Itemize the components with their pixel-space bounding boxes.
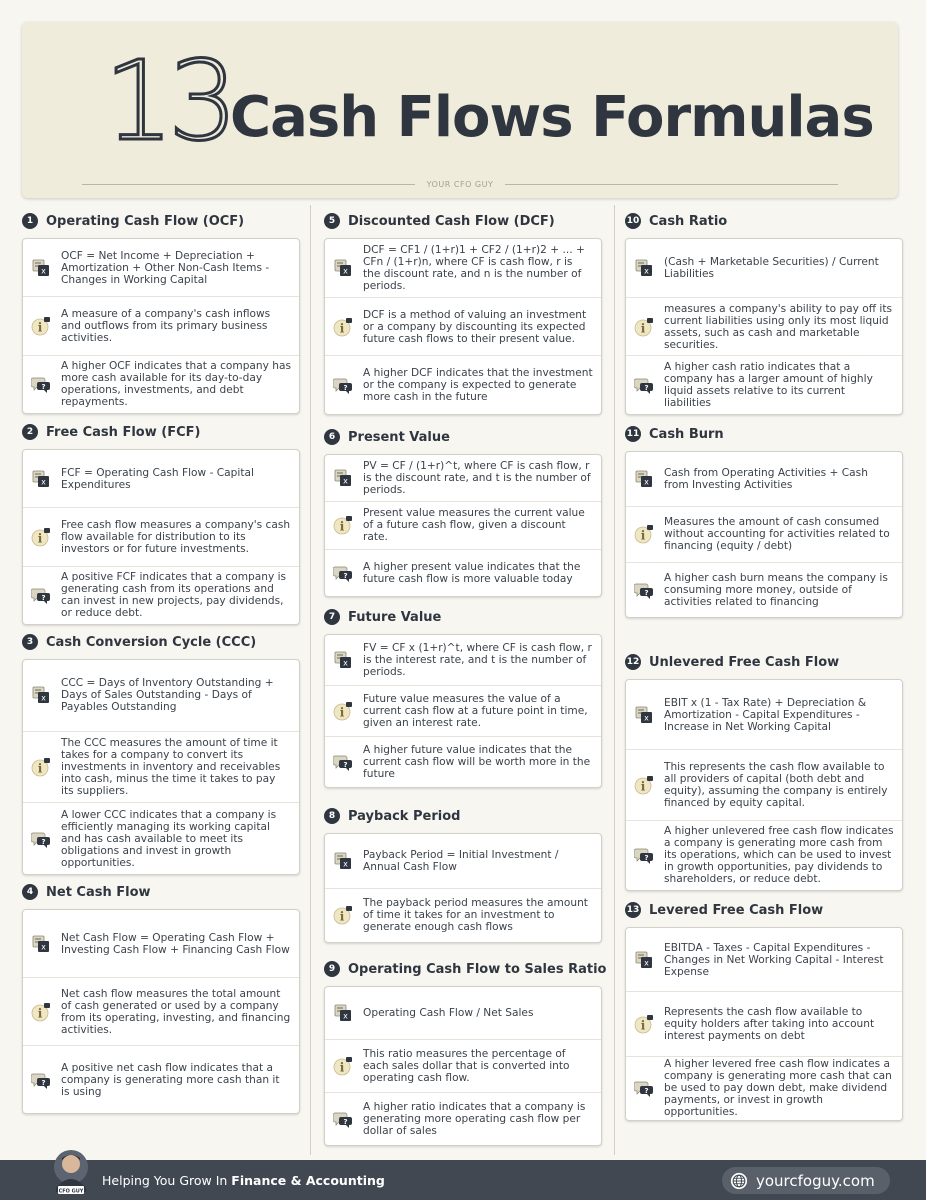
formula-text: Cash from Operating Activities + Cash from Investing Activities [664, 467, 868, 492]
svg-text:?: ? [644, 588, 649, 597]
insight-text: A lower CCC indicates that a company is efficiently managing its working capital and has cash available to meet its obligations and invest in growth opportunities. [61, 808, 277, 869]
definition-text: Free cash flow measures a company's cash flow available for distribution to its investors or for future investments. [61, 518, 291, 555]
chat-question-icon [634, 845, 654, 865]
section-title-1 [22, 213, 244, 229]
svg-text:?: ? [41, 594, 46, 603]
formula-icon [333, 468, 353, 488]
column-divider [614, 205, 615, 1155]
page-title: Cash Flows Formulas [230, 85, 874, 150]
definition-row [325, 685, 601, 736]
insight-text: A higher future value indicates that the current cash flow will be worth more in the future [363, 744, 591, 780]
header-number: 13 [104, 37, 232, 165]
definition-text: Present value measures the current value of a future cash flow, given a discount rate. [363, 507, 585, 544]
section-title-4 [22, 884, 151, 900]
website-pill[interactable] [722, 1167, 890, 1194]
section-heading: Levered Free Cash Flow [649, 902, 824, 918]
svg-text:i: i [339, 321, 345, 335]
chat-question-icon [333, 752, 353, 772]
insight-row [23, 355, 299, 413]
section-title-6 [324, 429, 450, 445]
section-heading: Discounted Cash Flow (DCF) [348, 213, 555, 229]
formula-card-3 [22, 659, 300, 875]
svg-text:x: x [644, 266, 649, 276]
footer-tagline-bold: Finance & Accounting [231, 1173, 385, 1188]
insight-text: A higher OCF indicates that a company has more cash available for its day-to-day operations, investments, and debt repayments. [61, 360, 292, 409]
insight-row [626, 562, 902, 617]
chat-question-icon [634, 1078, 654, 1098]
formula-text: OCF = Net Income + Depreciation + Amortization + Other Non-Cash Items - Changes in Working Capital [61, 249, 270, 286]
svg-text:?: ? [644, 854, 649, 863]
formula-row [23, 239, 299, 296]
section-number: 3 [22, 634, 38, 650]
info-icon [634, 775, 654, 795]
formula-icon [634, 705, 654, 725]
insight-text: A positive net cash flow indicates that a company is generating more cash than it is using [61, 1061, 280, 1098]
section-heading: Operating Cash Flow to Sales Ratio [348, 961, 607, 977]
section-number: 4 [22, 884, 38, 900]
section-number: 10 [625, 213, 641, 229]
formula-row [325, 239, 601, 297]
svg-text:?: ? [41, 383, 46, 392]
formula-card-10 [625, 238, 903, 415]
formula-text: (Cash + Marketable Securities) / Current Liabilities [664, 255, 879, 280]
definition-text: The CCC measures the amount of time it takes for a company to convert its investments in inventory and receivables into cash, minus the time it takes to pay its suppliers. [61, 737, 281, 797]
section-heading: Cash Conversion Cycle (CCC) [46, 634, 257, 650]
svg-text:i: i [640, 779, 646, 794]
definition-row [626, 297, 902, 356]
section-title-7 [324, 609, 441, 625]
svg-text:?: ? [644, 384, 649, 393]
formula-text: EBITDA - Taxes - Capital Expenditures - Changes in Net Working Capital - Interest Expense [664, 941, 884, 978]
insight-text: A higher DCF indicates that the investment or the company is expected to generate more cash in the future [363, 367, 593, 404]
svg-text:?: ? [644, 1087, 649, 1096]
svg-text:?: ? [343, 761, 348, 769]
avatar-label: CFO GUY [58, 1188, 84, 1195]
svg-text:x: x [343, 1011, 348, 1021]
formula-text: EBIT x (1 - Tax Rate) + Depreciation & Amortization - Capital Expenditures - Increase in Net Working Capital [664, 696, 867, 733]
info-icon [31, 1002, 51, 1022]
svg-text:i: i [339, 705, 345, 720]
section-heading: Cash Burn [649, 426, 724, 442]
insight-row [23, 802, 299, 874]
insight-text: A higher levered free cash flow indicates a company is generating more cash that can be used to pay down debt, make dividend payments, or invest in growth opportunities. [664, 1058, 892, 1119]
svg-text:i: i [339, 1060, 345, 1075]
svg-text:x: x [644, 477, 649, 487]
section-number: 1 [22, 213, 38, 229]
section-title-3 [22, 634, 256, 650]
chat-question-icon [333, 1109, 353, 1129]
section-title-5 [324, 213, 555, 229]
formula-icon [31, 469, 51, 489]
insight-row [325, 1092, 601, 1145]
formula-card-2 [22, 449, 300, 625]
section-number: 2 [22, 424, 38, 440]
insight-row [325, 355, 601, 414]
info-icon [333, 317, 353, 337]
insight-row [626, 820, 902, 890]
formula-card-6 [324, 454, 602, 597]
svg-text:?: ? [343, 384, 348, 393]
insight-row [626, 355, 902, 414]
section-number: 9 [324, 961, 340, 977]
insight-row [325, 736, 601, 787]
formula-card-12 [625, 679, 903, 891]
info-icon [333, 1056, 353, 1076]
section-title-2 [22, 424, 200, 440]
section-title-13 [625, 902, 823, 918]
formula-row [325, 987, 601, 1039]
header-banner [22, 22, 898, 198]
section-number: 8 [324, 808, 340, 824]
definition-text: Net cash flow measures the total amount of cash generated or used by a company from its operating, investing, and financing activities. [61, 987, 291, 1036]
divider-line [82, 184, 415, 185]
section-title-8 [324, 808, 460, 824]
section-heading: Unlevered Free Cash Flow [649, 654, 840, 670]
section-heading: Future Value [348, 609, 442, 625]
insight-text: A higher ratio indicates that a company is generating more operating cash flow per dollar of sales [363, 1101, 586, 1137]
chat-question-icon [333, 563, 353, 583]
formula-text: FV = CF x (1+r)^t, where CF is cash flow, r is the interest rate, and t is the number of periods. [363, 642, 592, 678]
insight-text: A higher unlevered free cash flow indicates a company is generating more cash from its operations, which can be used to invest in growth opportunities, pay dividends to shareholders, or reduce debt. [664, 825, 894, 886]
formula-icon [634, 258, 654, 278]
column-divider [310, 205, 311, 1155]
insight-row [325, 549, 601, 596]
formula-icon [333, 258, 353, 278]
insight-row [626, 1056, 902, 1120]
footer-tagline [102, 1173, 385, 1188]
formula-text: DCF = CF1 / (1+r)1 + CF2 / (1+r)2 + ... + CFn / (1+r)n, where CF is cash flow, r is the discount rate, and n is the number of periods. [363, 243, 585, 292]
section-number: 5 [324, 213, 340, 229]
formula-row [23, 450, 299, 507]
formula-card-13 [625, 927, 903, 1121]
svg-text:i: i [640, 528, 646, 543]
svg-text:?: ? [343, 1118, 348, 1126]
definition-row [325, 888, 601, 943]
formula-row [23, 910, 299, 977]
definition-row [325, 1039, 601, 1092]
chat-question-icon [31, 374, 51, 394]
formula-card-5 [324, 238, 602, 415]
formula-icon [634, 950, 654, 970]
insight-text: A positive FCF indicates that a company is generating cash from its operations and can invest in new projects, pay dividends, or reduce debt. [61, 571, 287, 620]
definition-row [325, 501, 601, 548]
chat-question-icon [634, 375, 654, 395]
svg-text:x: x [343, 476, 348, 486]
svg-text:x: x [41, 266, 46, 276]
svg-text:x: x [41, 477, 46, 487]
website-link[interactable]: yourcfoguy.com [756, 1171, 875, 1190]
insight-text: A higher cash ratio indicates that a company has a larger amount of highly liquid assets relative to its current liabilities [664, 361, 873, 410]
svg-text:i: i [37, 1006, 43, 1020]
divider-line [505, 184, 838, 185]
section-title-11 [625, 426, 724, 442]
svg-text:i: i [339, 909, 345, 924]
svg-text:?: ? [41, 837, 46, 846]
section-heading: Net Cash Flow [46, 884, 151, 900]
formula-text: Net Cash Flow = Operating Cash Flow + Investing Cash Flow + Financing Cash Flow [61, 931, 290, 956]
footer-tagline-prefix: Helping You Grow In [102, 1173, 232, 1188]
formula-card-9 [324, 986, 602, 1146]
svg-text:i: i [37, 320, 43, 335]
svg-text:x: x [343, 859, 348, 869]
formula-icon [333, 1003, 353, 1023]
formula-row [626, 452, 902, 506]
info-icon [333, 701, 353, 721]
formula-icon [634, 469, 654, 489]
formula-text: FCF = Operating Cash Flow - Capital Expenditures [61, 466, 254, 491]
section-heading: Cash Ratio [649, 213, 728, 229]
definition-row [23, 296, 299, 354]
formula-icon [31, 685, 51, 705]
avatar-icon [52, 1148, 90, 1198]
tagline: YOUR CFO GUY [426, 179, 494, 189]
definition-text: DCF is a method of valuing an investment or a company by discounting its expected future cash flows to their present value. [363, 308, 587, 345]
svg-text:i: i [640, 321, 646, 335]
section-heading: Present Value [348, 429, 450, 445]
formula-row [325, 834, 601, 888]
section-number: 13 [625, 902, 641, 918]
chat-question-icon [333, 375, 353, 395]
definition-row [23, 977, 299, 1045]
footer-bar [0, 1160, 926, 1200]
section-heading: Free Cash Flow (FCF) [46, 424, 201, 440]
formula-row [325, 635, 601, 685]
definition-text: This represents the cash flow available to all providers of capital (both debt and equity), assuming the company is entirely financed by equity capital. [664, 760, 888, 809]
definition-row [23, 507, 299, 565]
section-title-9 [324, 961, 606, 977]
section-number: 7 [324, 609, 340, 625]
formula-card-11 [625, 451, 903, 618]
section-number: 12 [625, 654, 641, 670]
formula-row [325, 455, 601, 501]
formula-row [626, 680, 902, 749]
formula-text: CCC = Days of Inventory Outstanding + Days of Sales Outstanding - Days of Payables Outstanding [61, 677, 274, 714]
formula-row [626, 239, 902, 297]
definition-text: A measure of a company's cash inflows and outflows from its primary business activities. [61, 307, 271, 344]
formula-text: PV = CF / (1+r)^t, where CF is cash flow, r is the discount rate, and t is the number of periods. [363, 460, 591, 497]
insight-row [23, 1045, 299, 1113]
definition-row [626, 991, 902, 1055]
formula-icon [333, 851, 353, 871]
svg-text:i: i [37, 531, 43, 546]
formula-icon [333, 650, 353, 670]
svg-text:x: x [41, 693, 46, 703]
insight-row [23, 566, 299, 624]
info-icon [333, 515, 353, 535]
formula-card-1 [22, 238, 300, 414]
chat-question-icon [634, 580, 654, 600]
svg-text:i: i [640, 1018, 646, 1033]
svg-text:?: ? [41, 1078, 46, 1087]
info-icon [634, 317, 654, 337]
definition-text: Represents the cash flow available to equity holders after taking into account interest payments on debt [664, 1005, 875, 1042]
formula-text: Payback Period = Initial Investment / Annual Cash Flow [363, 848, 559, 873]
svg-text:x: x [343, 266, 348, 276]
formula-card-7 [324, 634, 602, 788]
definition-row [626, 506, 902, 561]
info-icon [31, 527, 51, 547]
info-icon [634, 1014, 654, 1034]
svg-text:x: x [343, 658, 348, 668]
definition-text: Measures the amount of cash consumed without accounting for activities related to financing (equity / debt) [664, 516, 890, 553]
svg-text:i: i [339, 519, 345, 534]
section-heading: Operating Cash Flow (OCF) [46, 213, 245, 229]
tagline-row [82, 177, 838, 191]
svg-text:x: x [41, 942, 46, 951]
definition-row [23, 731, 299, 803]
insight-text: A higher present value indicates that the future cash flow is more valuable today [363, 560, 581, 585]
definition-row [325, 297, 601, 356]
chat-question-icon [31, 1070, 51, 1090]
definition-text: measures a company's ability to pay off its current liabilities using only its most liquid assets, such as cash and marketable securities. [664, 302, 893, 351]
info-icon [634, 524, 654, 544]
formula-icon [31, 934, 51, 954]
section-heading: Payback Period [348, 808, 461, 824]
info-icon [31, 757, 51, 777]
formula-card-8 [324, 833, 602, 943]
definition-row [626, 749, 902, 819]
info-icon [333, 905, 353, 925]
chat-question-icon [31, 829, 51, 849]
svg-text:i: i [37, 761, 43, 776]
section-number: 6 [324, 429, 340, 445]
definition-text: Future value measures the value of a current cash flow at a future point in time, given an interest rate. [363, 693, 588, 729]
section-title-12 [625, 654, 839, 670]
definition-text: The payback period measures the amount of time it takes for an investment to generate enough cash flows [363, 897, 588, 934]
globe-icon [730, 1172, 748, 1190]
svg-text:x: x [644, 958, 649, 968]
section-title-10 [625, 213, 727, 229]
section-number: 11 [625, 426, 641, 442]
svg-text:x: x [644, 713, 649, 723]
formula-text: Operating Cash Flow / Net Sales [363, 1007, 534, 1019]
insight-text: A higher cash burn means the company is consuming more money, outside of activities related to financing [664, 571, 888, 608]
formula-row [626, 928, 902, 991]
chat-question-icon [31, 585, 51, 605]
formula-row [23, 660, 299, 731]
svg-text:?: ? [343, 571, 348, 580]
info-icon [31, 316, 51, 336]
definition-text: This ratio measures the percentage of each sales dollar that is converted into operating cash flow. [363, 1048, 570, 1084]
formula-card-4 [22, 909, 300, 1114]
formula-icon [31, 258, 51, 278]
